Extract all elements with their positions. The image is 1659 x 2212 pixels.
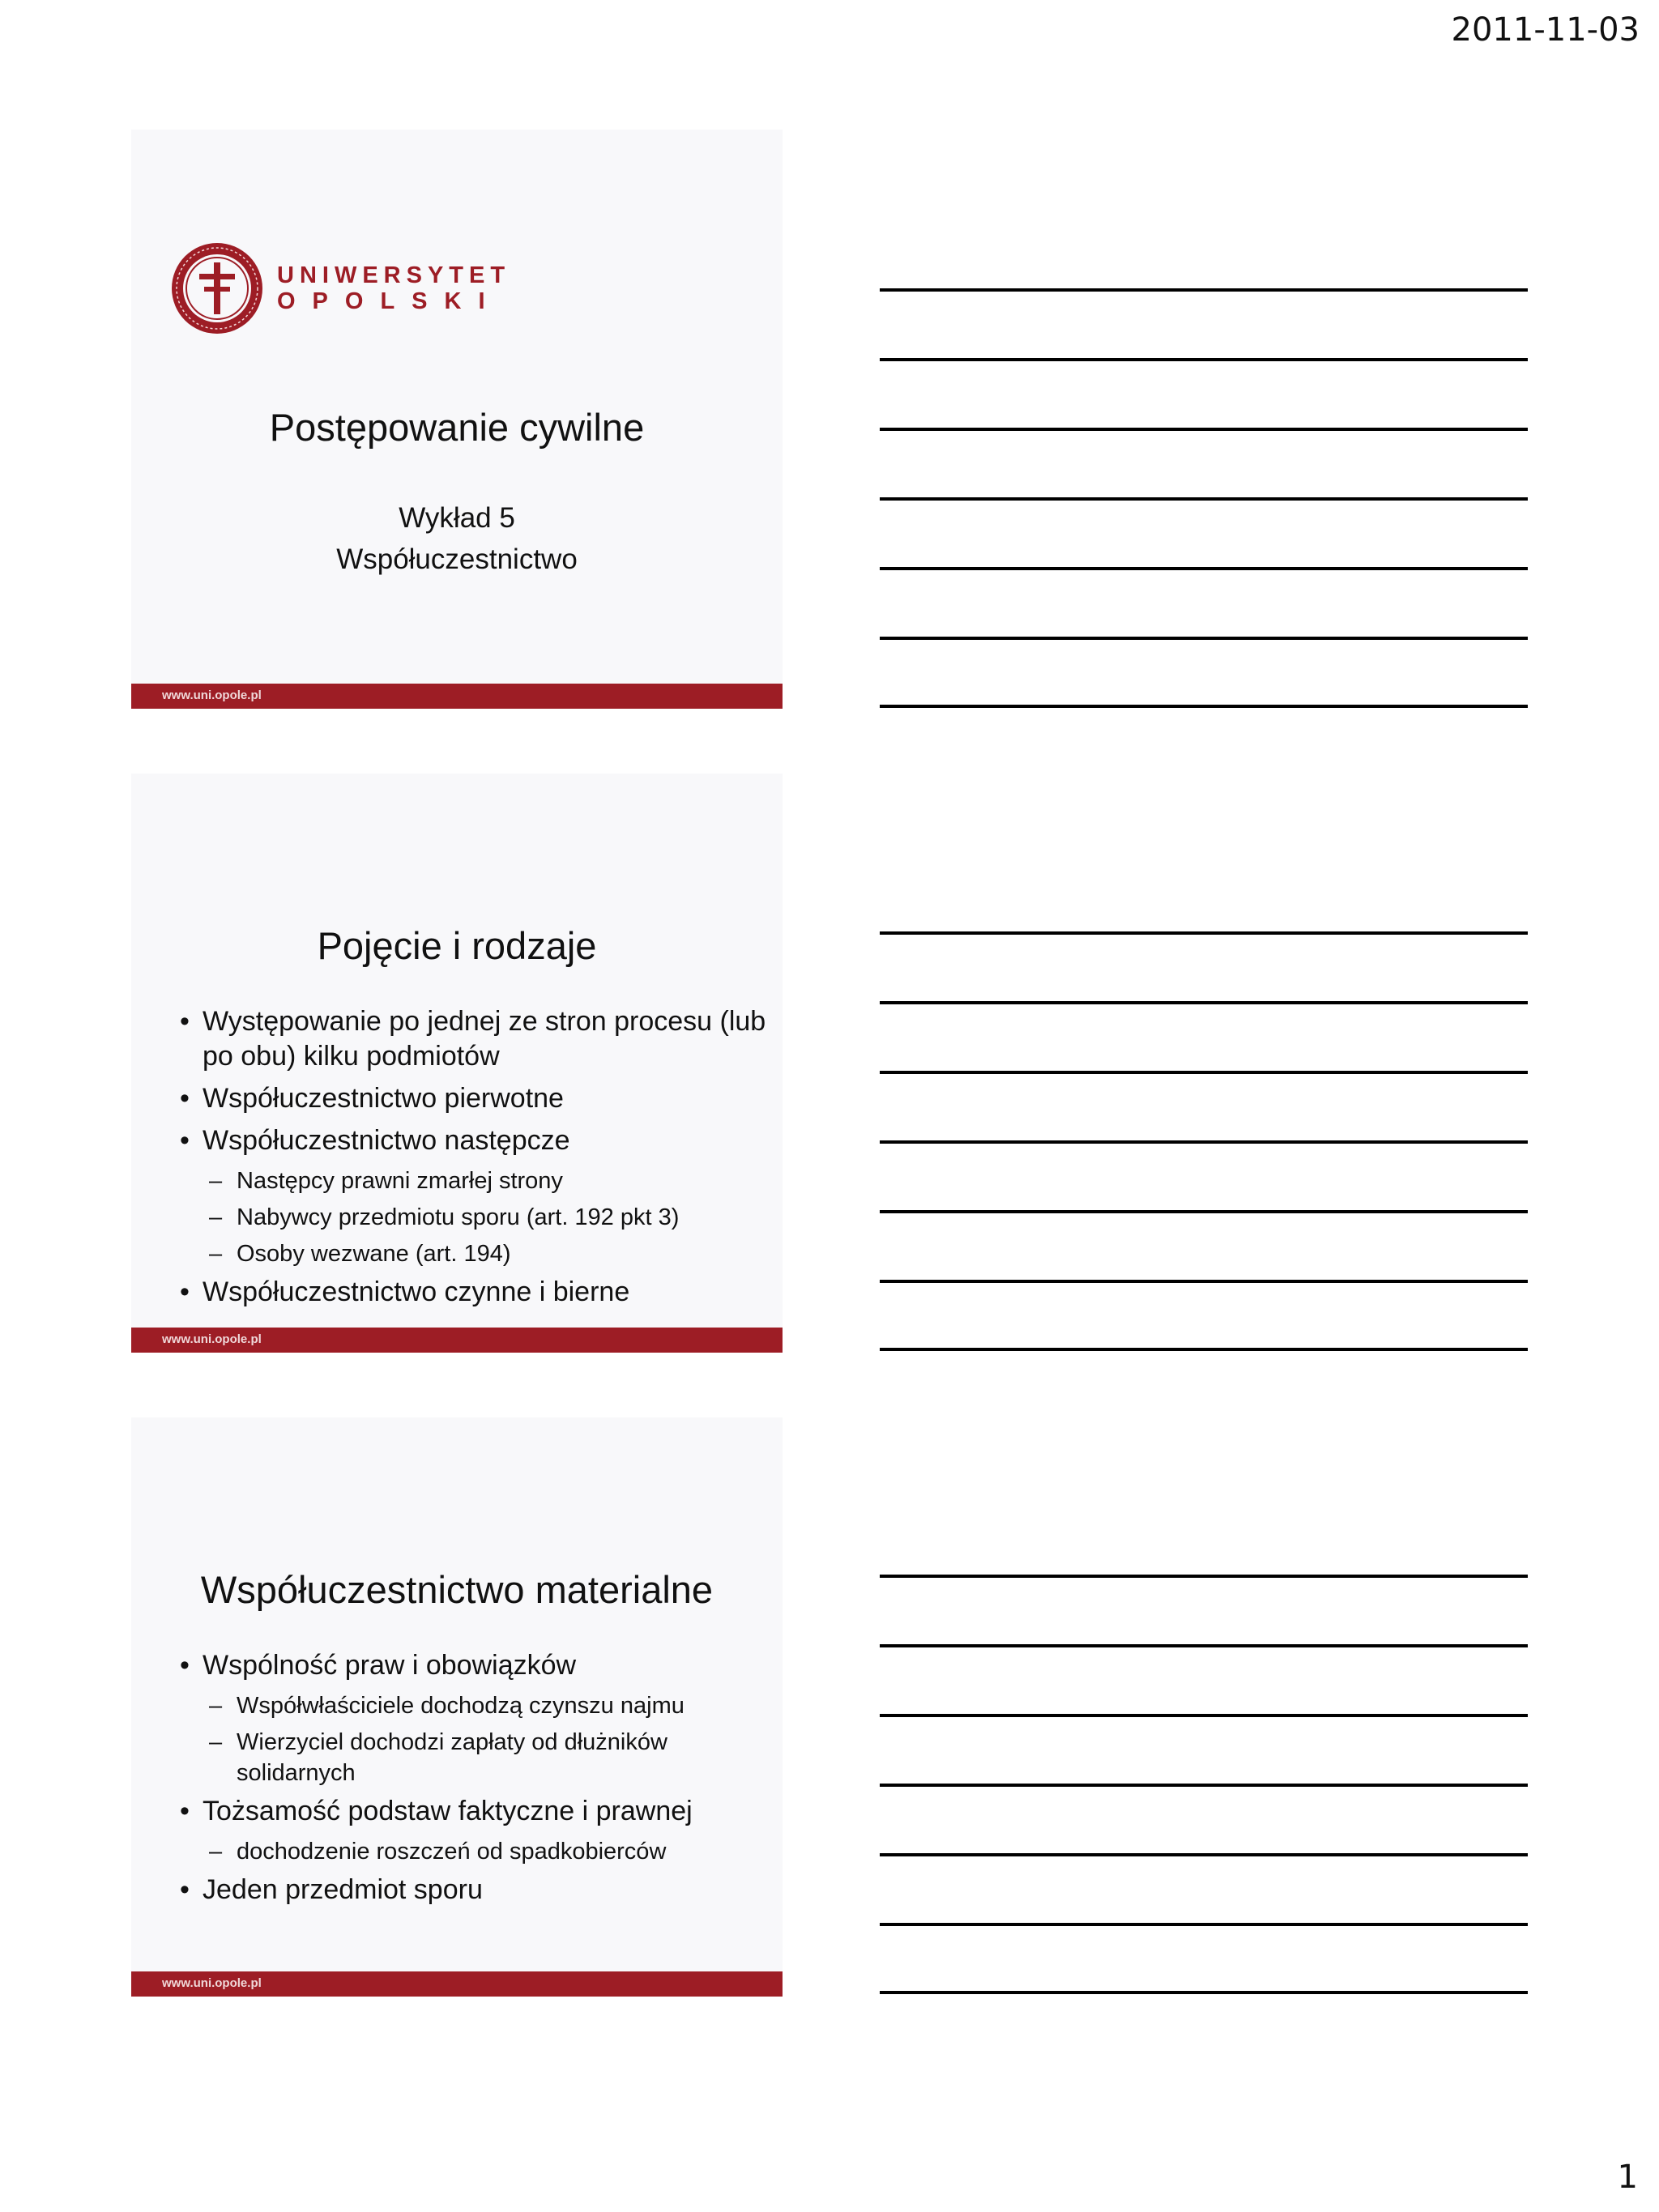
note-line: [880, 1575, 1528, 1578]
note-line: [880, 1348, 1528, 1351]
footer-url: www.uni.opole.pl: [162, 1976, 262, 1990]
slide-subtitle-topic: Współuczestnictwo: [336, 543, 578, 575]
note-line: [880, 637, 1528, 640]
slide-title: Pojęcie i rodzaje: [317, 924, 597, 967]
university-seal-icon: [170, 241, 264, 335]
page-number: 1: [1617, 2159, 1638, 2196]
note-line: [880, 358, 1528, 361]
slide-2: [131, 774, 783, 1353]
bullet-item: • Współuczestnictwo pierwotne: [180, 1083, 564, 1114]
sub-bullet-item: – dochodzenie roszczeń od spadkobierców: [209, 1839, 667, 1865]
bullet-list: [180, 1648, 771, 1915]
note-line: [880, 1923, 1528, 1926]
slide-title: Postępowanie cywilne: [269, 406, 645, 449]
note-line: [880, 288, 1528, 292]
sub-bullet-item: – Osoby wezwane (art. 194): [209, 1241, 511, 1267]
bullet-item: • Współuczestnictwo czynne i bierne: [180, 1276, 630, 1307]
bullet-item: • Współuczestnictwo następcze: [180, 1125, 570, 1156]
bullet-item: • Jeden przedmiot sporu: [180, 1874, 483, 1905]
note-line: [880, 1280, 1528, 1283]
note-line: [880, 1714, 1528, 1717]
logo-name-line1: UNIWERSYTET: [277, 262, 511, 288]
slide-3: [131, 1417, 783, 1997]
bullet-item: • Tożsamość podstaw faktyczne i prawnej: [180, 1796, 693, 1826]
sub-bullet-item: – Współwłaściciele dochodzą czynszu najmu: [209, 1693, 684, 1719]
note-line: [880, 1784, 1528, 1787]
slide-footer-bar: [131, 1971, 783, 1997]
footer-url: www.uni.opole.pl: [162, 1332, 262, 1346]
note-line: [880, 497, 1528, 501]
slide-title: Współuczestnictwo materialne: [200, 1568, 714, 1611]
note-line: [880, 428, 1528, 431]
note-line: [880, 931, 1528, 935]
footer-url: www.uni.opole.pl: [162, 688, 262, 702]
slide-footer-bar: [131, 684, 783, 709]
note-line: [880, 1210, 1528, 1213]
bullet-list: [180, 1004, 771, 1317]
bullet-item: • Wspólność praw i obowiązków: [180, 1650, 577, 1681]
note-line: [880, 705, 1528, 708]
sub-bullet-item: – Nabywcy przedmiotu sporu (art. 192 pkt 3): [209, 1204, 680, 1230]
note-line: [880, 1853, 1528, 1856]
university-logo: [170, 241, 591, 339]
slide-subtitle-lecture: Wykład 5: [399, 502, 515, 534]
print-date: 2011-11-03: [1451, 11, 1640, 49]
sub-bullet-item: – Następcy prawni zmarłej strony: [209, 1168, 563, 1194]
slide-footer-bar: [131, 1328, 783, 1353]
note-line: [880, 1991, 1528, 1994]
sub-bullet-item: – Wierzyciel dochodzi zapłaty od dłużników solidarnych: [209, 1729, 667, 1786]
note-line: [880, 1071, 1528, 1074]
note-line: [880, 1644, 1528, 1647]
note-line: [880, 1140, 1528, 1144]
bullet-item: • Występowanie po jednej ze stron procesu (lub po obu) kilku podmiotów: [180, 1006, 766, 1072]
slide-1: [131, 130, 783, 709]
note-line: [880, 1001, 1528, 1004]
note-line: [880, 567, 1528, 570]
logo-name-line2: OPOLSKI: [277, 288, 502, 314]
